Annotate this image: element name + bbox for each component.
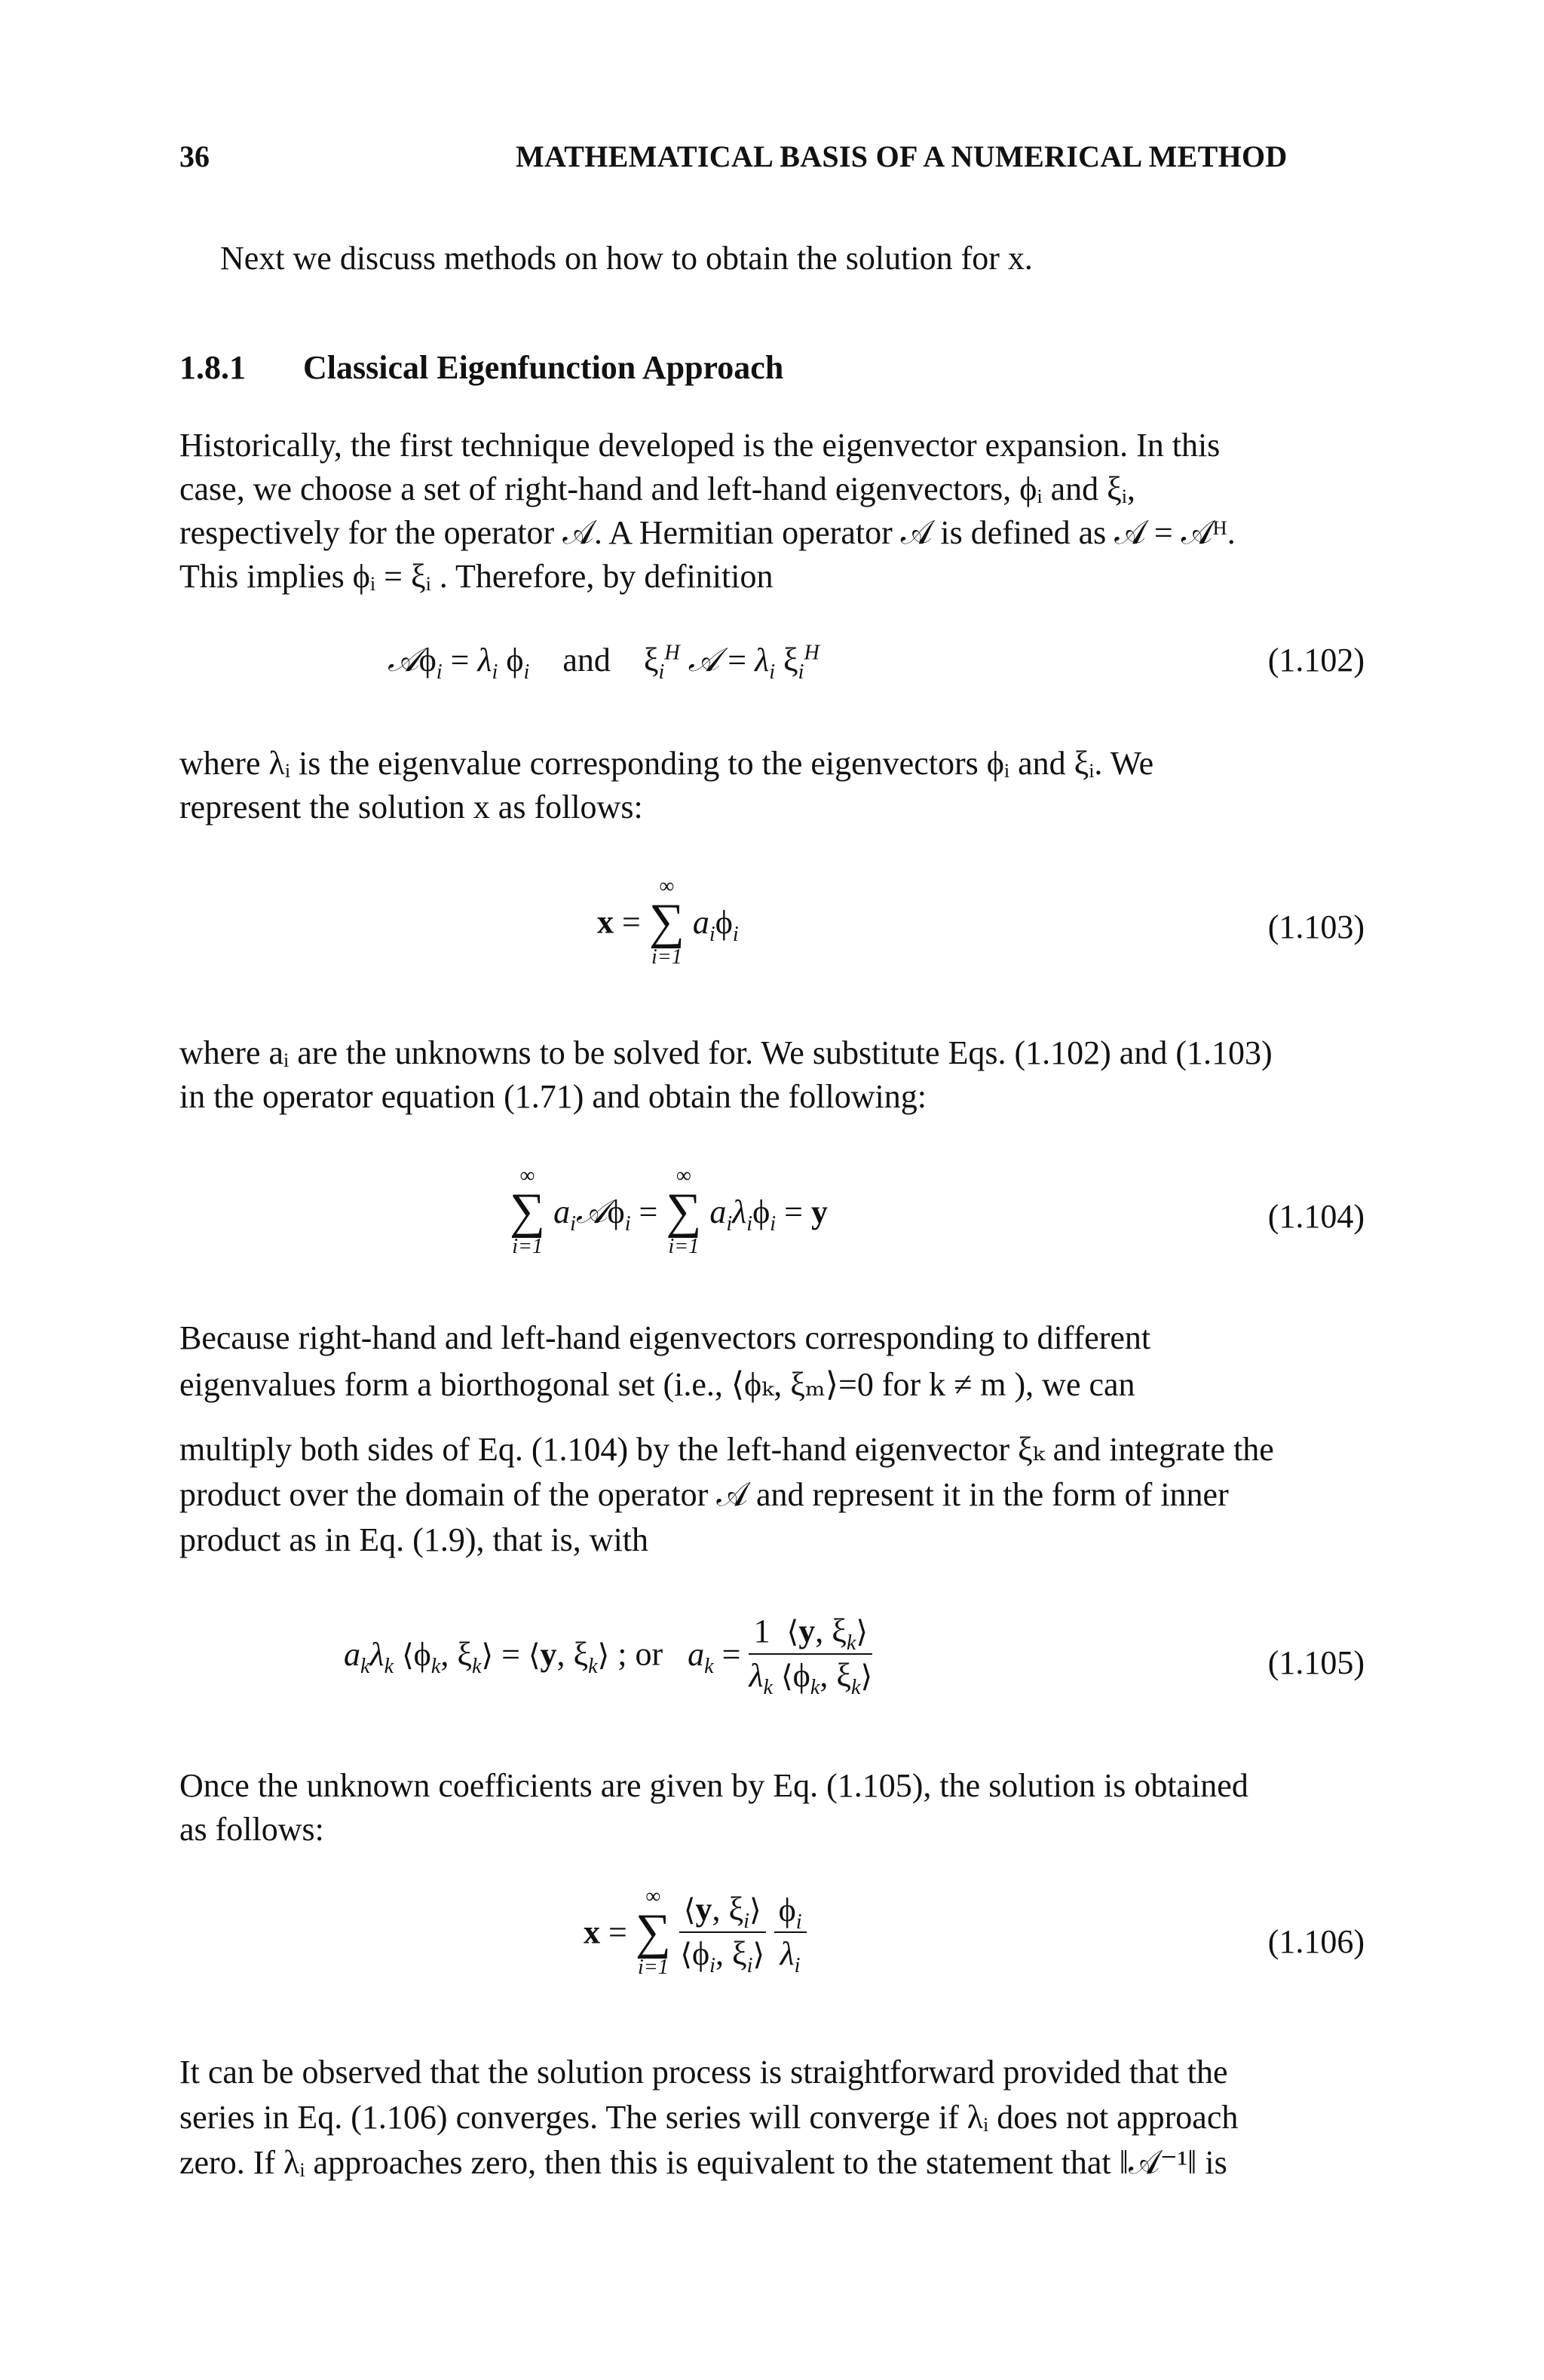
eq103-body: x = ∞ ∑ i=1 $a_i\phi_i$: [597, 875, 739, 969]
equation-1-103: [179, 875, 1365, 988]
p3-line1: where aᵢ are the unknowns to be solved for. We substitute Eqs. (1.102) and (1.103): [179, 1034, 1273, 1071]
eq106-fraction-eigen: $\frac{\phi_i}{\lambda_i}$: [774, 1889, 807, 1975]
p4-line4: product over the domain of the operator 𝒜 and represent it in the form of inner: [179, 1476, 1229, 1513]
p2-line1: where λᵢ is the eigenvalue corresponding to the eigenvectors ϕᵢ and ξᵢ. We: [179, 745, 1154, 782]
eq104-body: ∞ ∑ i=1 $a_i𝒜\phi_i$ = ∞ ∑ i=1 $a_i\lambda_i\phi_i = y$: [510, 1164, 828, 1258]
p2-line2: represent the solution x as follows:: [179, 789, 643, 825]
p5-line2: as follows:: [179, 1811, 324, 1848]
eq103-number: (1.103): [1267, 908, 1365, 945]
eq104-number: (1.104): [1267, 1198, 1365, 1235]
equation-1-104: [179, 1164, 1365, 1277]
p1-line4: This implies ϕᵢ = ξᵢ . Therefore, by definition: [179, 558, 774, 595]
running-head: MATHEMATICAL BASIS OF A NUMERICAL METHOD: [516, 139, 1288, 173]
eq102-body: 𝒜ϕ$_i$ = $\lambda_i$ $\phi_i$ and $\xi_i^H$ 𝒜 = $\lambda_i$ $\xi_i^H$: [388, 641, 819, 684]
eq106-summation: ∞ ∑ i=1: [635, 1885, 671, 1979]
p6-line2: series in Eq. (1.106) converges. The series will converge if λᵢ does not approach: [179, 2099, 1239, 2136]
p4-line2: eigenvalues form a biorthogonal set (i.e., ⟨ϕₖ, ξₘ⟩=0 for k ≠ m ), we can: [179, 1366, 1135, 1403]
equation-1-102: [179, 641, 1365, 694]
p1-line3: respectively for the operator 𝒜. A Hermitian operator 𝒜 is defined as 𝒜 = 𝒜ᴴ.: [179, 514, 1236, 551]
eq105-number: (1.105): [1267, 1644, 1365, 1681]
eq104-summation-right: ∞ ∑ i=1: [666, 1164, 702, 1258]
equation-1-106: [179, 1885, 1365, 2005]
eq104-summation-left: ∞ ∑ i=1: [510, 1164, 546, 1258]
page-number: 36: [179, 139, 210, 173]
eq105-connector: ; or: [617, 1635, 663, 1673]
p4-line3: multiply both sides of Eq. (1.104) by the left-hand eigenvector ξₖ and integrate the: [179, 1431, 1274, 1468]
p6-line1: It can be observed that the solution process is straightforward provided that the: [179, 2054, 1228, 2091]
eq105-fraction: $\frac{1 ⟨y, \xi_k⟩}{\lambda_k ⟨\phi_k, \xi_k⟩}$: [749, 1610, 872, 1698]
eq106-number: (1.106): [1267, 1923, 1365, 1960]
section-number: 1.8.1: [179, 349, 246, 386]
p6-line3: zero. If λᵢ approaches zero, then this is equivalent to the statement that ‖𝒜⁻¹‖ is: [179, 2144, 1227, 2181]
p1-line1: Historically, the first technique developed is the eigenvector expansion. In this: [179, 427, 1221, 464]
eq102-number: (1.102): [1267, 642, 1365, 678]
eq106-body: x = ∞ ∑ i=1 $\frac{⟨y, \xi_i⟩}{⟨\phi_i, \xi_i⟩}$ $\frac{\phi_i}{\lambda_i}$: [584, 1885, 807, 1980]
p4-line1: Because right-hand and left-hand eigenvectors corresponding to different: [179, 1319, 1151, 1356]
p4-line5: product as in Eq. (1.9), that is, with: [179, 1521, 649, 1558]
intro-sentence: Next we discuss methods on how to obtain the solution for x.: [220, 240, 1033, 277]
eq105-body: $a_k\lambda_k$ $⟨\phi_k$, $\xi_k⟩$ = ⟨y, $\xi_k⟩$ ; or $a_k$ = $\frac{1 ⟨y, \xi_k⟩}{\lambda_k ⟨\phi_k, \xi_k⟩}$: [344, 1610, 872, 1698]
eq103-summation: ∞ ∑ i=1: [648, 875, 685, 969]
eq106-fraction-inner: $\frac{⟨y, \xi_i⟩}{⟨\phi_i, \xi_i⟩}$: [679, 1888, 766, 1976]
equation-1-105: [179, 1610, 1365, 1723]
p5-line1: Once the unknown coefficients are given by Eq. (1.105), the solution is obtained: [179, 1767, 1248, 1804]
page-header: [179, 139, 1365, 184]
p1-line2: case, we choose a set of right-hand and left-hand eigenvectors, ϕᵢ and ξᵢ,: [179, 470, 1135, 507]
section-heading: [179, 348, 783, 387]
eq102-connector: and: [562, 642, 611, 678]
section-title: Classical Eigenfunction Approach: [303, 349, 784, 386]
p3-line2: in the operator equation (1.71) and obtain the following:: [179, 1078, 927, 1115]
